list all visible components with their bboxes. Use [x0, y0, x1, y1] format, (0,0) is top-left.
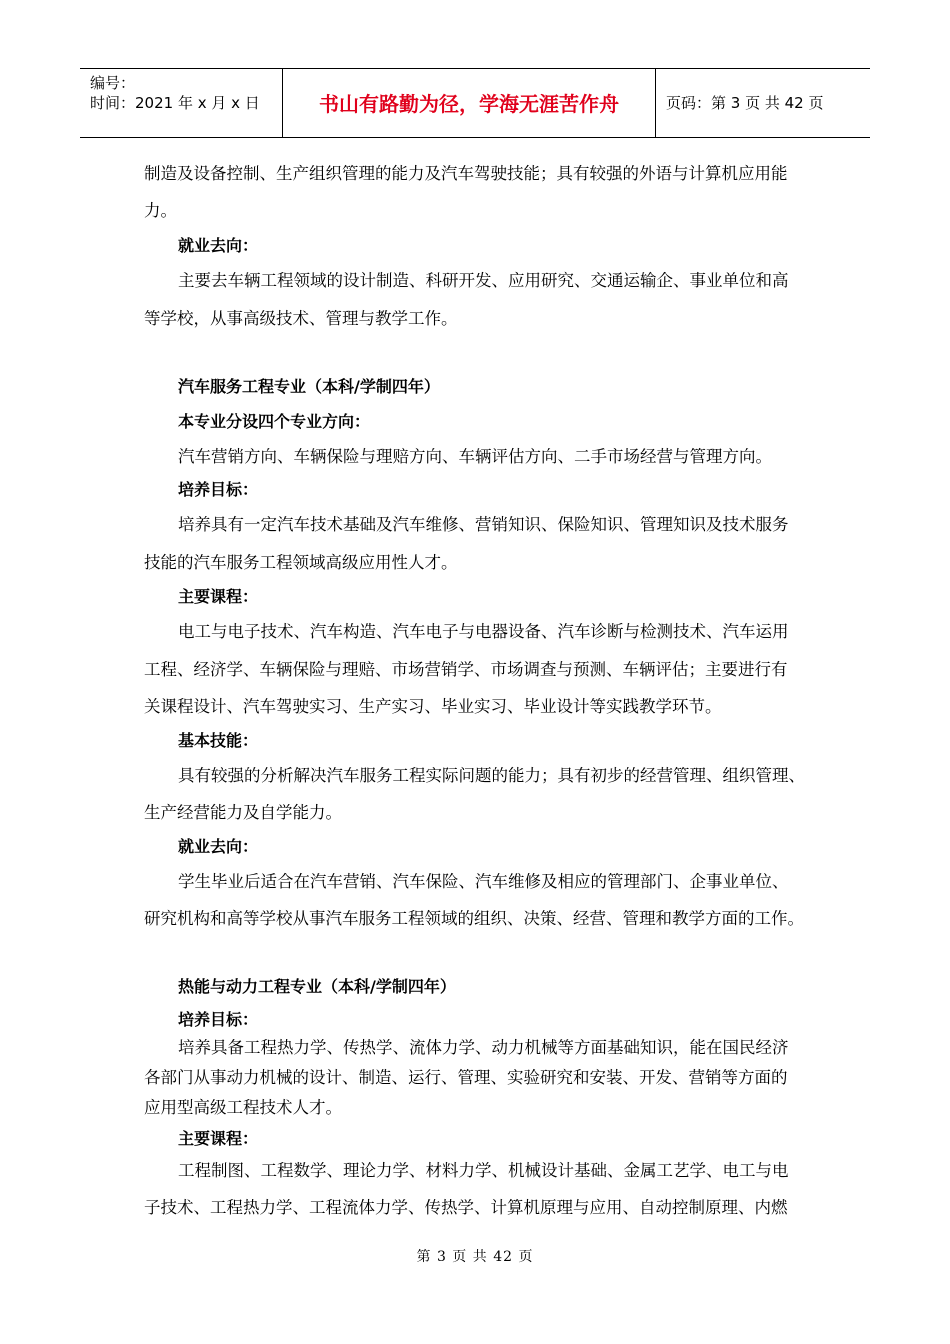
section-heading: 就业去向： — [178, 236, 259, 255]
section-heading: 主要课程： — [178, 587, 259, 606]
page-header — [80, 68, 870, 138]
body-line: 力。 — [144, 201, 177, 220]
body-line: 制造及设备控制、生产组织管理的能力及汽车驾驶技能；具有较强的外语与计算机应用能 — [144, 164, 788, 183]
body-line: 培养具备工程热力学、传热学、流体力学、动力机械等方面基础知识，能在国民经济 — [178, 1038, 789, 1057]
section-heading: 培养目标： — [178, 480, 259, 499]
body-line: 等学校，从事高级技术、管理与教学工作。 — [144, 309, 458, 328]
body-line: 技能的汽车服务工程领域高级应用性人才。 — [144, 553, 458, 572]
body-line: 生产经营能力及自学能力。 — [144, 803, 342, 822]
body-line: 研究机构和高等学校从事汽车服务工程领域的组织、决策、经营、管理和教学方面的工作。 — [144, 909, 804, 928]
body-line: 汽车营销方向、车辆保险与理赔方向、车辆评估方向、二手市场经营与管理方向。 — [178, 447, 772, 466]
body-line: 具有较强的分析解决汽车服务工程实际问题的能力；具有初步的经营管理、组织管理、 — [178, 766, 805, 785]
header-motto: 书山有路勤为径，学海无涯苦作舟 — [319, 92, 619, 116]
document-number-label: 编号： — [90, 74, 136, 92]
section-heading: 就业去向： — [178, 837, 259, 856]
section-heading: 主要课程： — [178, 1129, 259, 1148]
page-footer: 第 3 页 共 42 页 — [416, 1249, 534, 1265]
body-line: 应用型高级工程技术人才。 — [144, 1098, 342, 1117]
body-line: 学生毕业后适合在汽车营销、汽车保险、汽车维修及相应的管理部门、企事业单位、 — [178, 872, 789, 891]
body-line: 关课程设计、汽车驾驶实习、生产实习、毕业实习、毕业设计等实践教学环节。 — [144, 697, 722, 716]
header-page-cell — [656, 69, 870, 137]
body-line: 子技术、工程热力学、工程流体力学、传热学、计算机原理与应用、自动控制原理、内燃 — [144, 1198, 788, 1217]
header-motto-cell — [282, 69, 656, 137]
body-line: 主要去车辆工程领域的设计制造、科研开发、应用研究、交通运输企、事业单位和高 — [178, 271, 789, 290]
program-title: 热能与动力工程专业（本科/学制四年） — [178, 977, 456, 996]
section-heading: 本专业分设四个专业方向： — [178, 412, 371, 431]
body-line: 培养具有一定汽车技术基础及汽车维修、营销知识、保险知识、管理知识及技术服务 — [178, 515, 789, 534]
program-title: 汽车服务工程专业（本科/学制四年） — [178, 377, 440, 396]
header-page-info: 页码：第 3 页 共 42 页 — [666, 94, 824, 112]
body-line: 电工与电子技术、汽车构造、汽车电子与电器设备、汽车诊断与检测技术、汽车运用 — [178, 622, 789, 641]
document-date: 时间：2021 年 x 月 x 日 — [90, 94, 260, 112]
body-line: 工程、经济学、车辆保险与理赔、市场营销学、市场调查与预测、车辆评估；主要进行有 — [144, 660, 788, 679]
section-heading: 培养目标： — [178, 1010, 259, 1029]
header-info-cell — [80, 69, 282, 137]
body-line: 各部门从事动力机械的设计、制造、运行、管理、实验研究和安装、开发、营销等方面的 — [144, 1068, 788, 1087]
body-line: 工程制图、工程数学、理论力学、材料力学、机械设计基础、金属工艺学、电工与电 — [178, 1161, 789, 1180]
section-heading: 基本技能： — [178, 731, 259, 750]
